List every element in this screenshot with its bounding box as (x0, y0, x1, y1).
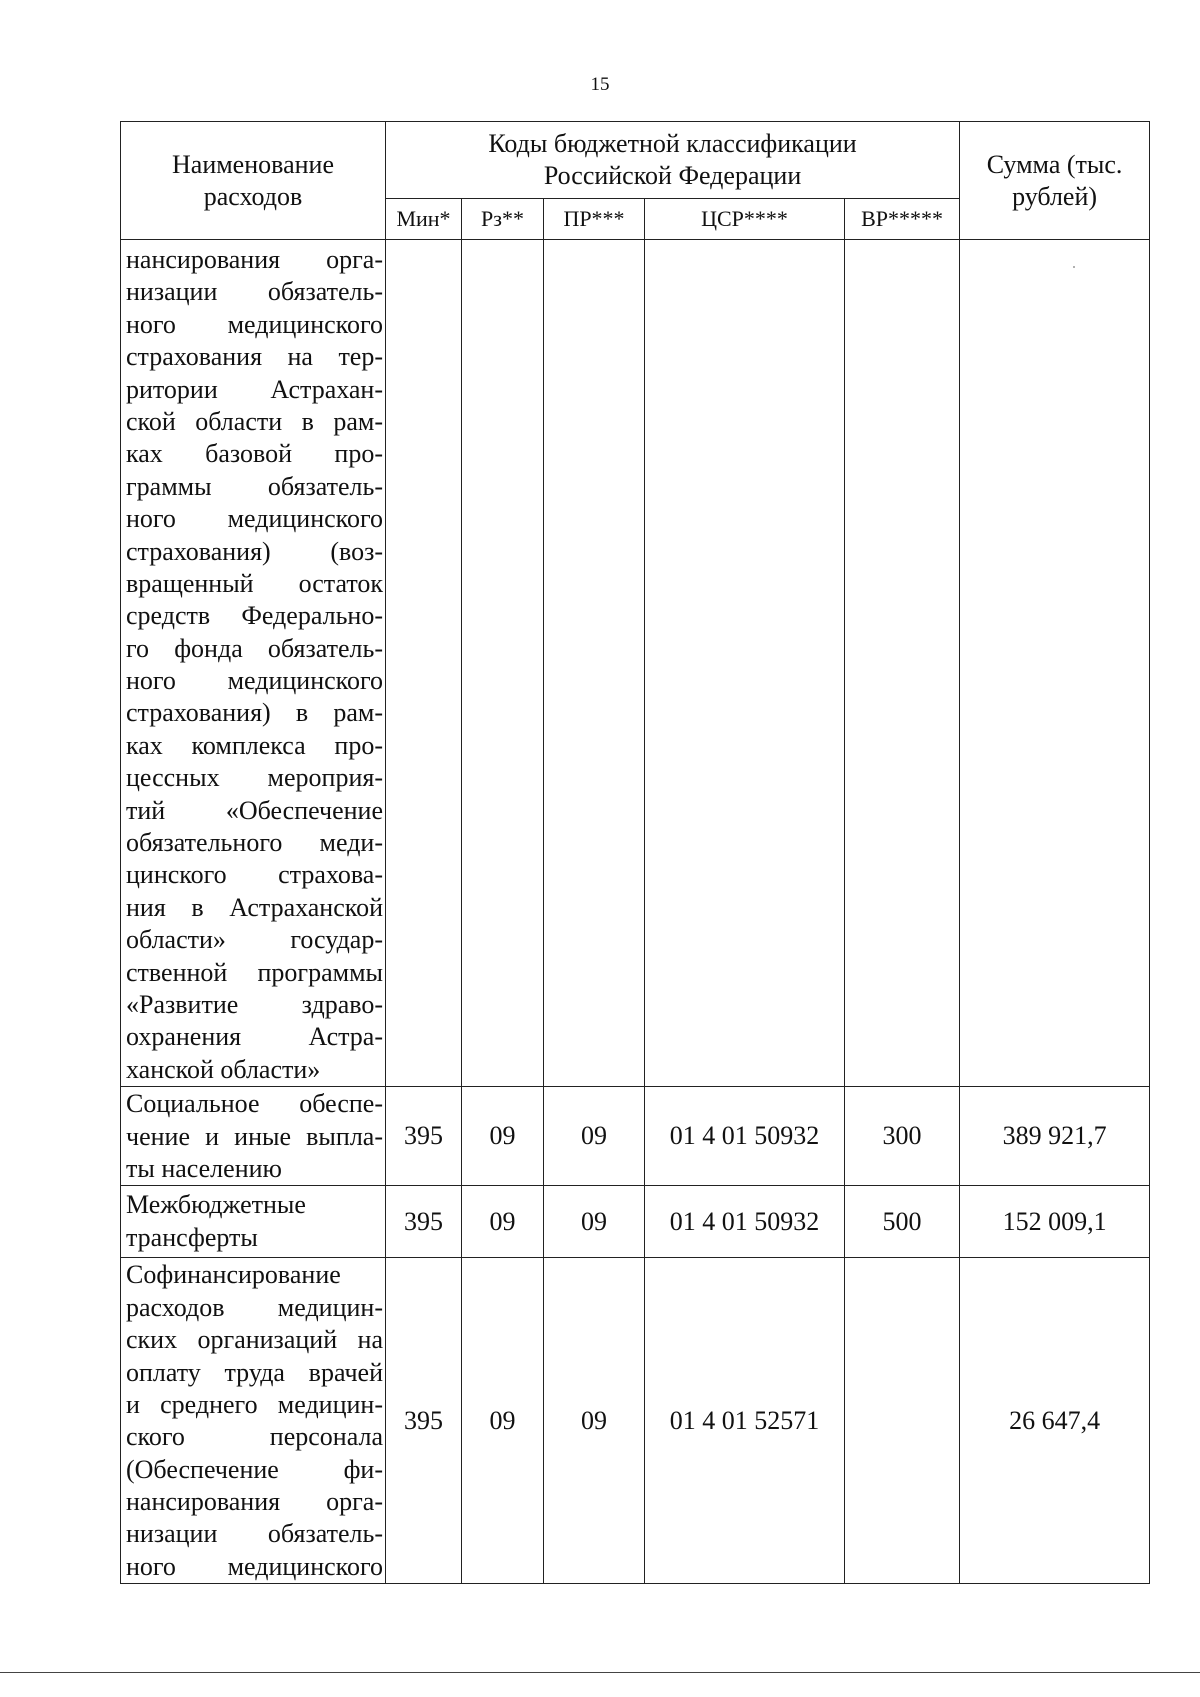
cell-vr: 300 (845, 1087, 960, 1186)
header-row (121, 122, 1150, 199)
table-row (121, 240, 1150, 1087)
cell-rz: 09 (462, 1258, 544, 1584)
cell-min: 395 (386, 1258, 462, 1584)
row-name-line: Межбюджетные (126, 1190, 306, 1220)
header-code-pr: ПР*** (544, 199, 645, 240)
row-name-line: трансферты (126, 1222, 258, 1252)
row-name-line: ного медицинского (126, 504, 383, 534)
row-name-line: цессных мероприя- (126, 763, 383, 793)
cell-vr (845, 240, 960, 1087)
table-row (121, 1087, 1150, 1186)
row-name-line: страхования) в рам- (126, 698, 383, 728)
cell-rz (462, 240, 544, 1087)
row-name (121, 1258, 386, 1584)
table-row (121, 1258, 1150, 1584)
cell-pr (544, 240, 645, 1087)
row-name-line: нансирования орга- (126, 245, 383, 274)
row-name-line: страхования на тер- (126, 342, 383, 372)
row-name-line: ритории Астрахан- (126, 374, 383, 404)
row-name-line: ской области в рам- (126, 406, 383, 436)
row-name-line: «Развитие здраво- (126, 989, 383, 1019)
row-name-line: ского персонала (126, 1422, 383, 1452)
budget-table (120, 121, 1150, 1584)
row-name-line: низации обязатель- (126, 277, 383, 307)
cell-csr (645, 240, 845, 1087)
row-name-line: ханской области» (126, 1054, 321, 1084)
row-name-line: ских организаций на (126, 1325, 383, 1355)
cell-sum: 152 009,1 (960, 1186, 1150, 1258)
row-name-line: ного медицинского (126, 1551, 383, 1581)
header-code-vr: ВР***** (845, 199, 960, 240)
row-name-line: обязательного меди- (126, 828, 383, 858)
row-name-line: ния в Астраханской (126, 892, 383, 922)
cell-pr: 09 (544, 1087, 645, 1186)
row-name-line: охранения Астра- (126, 1022, 383, 1052)
row-name-line: страхования) (воз- (126, 536, 383, 566)
header-code-rz: Рз** (462, 199, 544, 240)
cell-csr: 01 4 01 50932 (645, 1087, 845, 1186)
cell-vr: 500 (845, 1186, 960, 1258)
row-name-line: ках комплекса про- (126, 730, 383, 760)
row-name-line: граммы обязатель- (126, 471, 383, 501)
row-name-line: ного медицинского (126, 666, 383, 696)
row-name-line: вращенный остаток (126, 568, 383, 598)
row-name (121, 240, 386, 1087)
cell-sum: 389 921,7 (960, 1087, 1150, 1186)
row-name-line: Социальное обеспе- (126, 1089, 383, 1119)
row-name-line: (Обеспечение фи- (126, 1454, 383, 1484)
cell-rz: 09 (462, 1186, 544, 1258)
row-name-line: средств Федерально- (126, 601, 383, 631)
row-name-line: ках базовой про- (126, 439, 383, 469)
scan-speck (1073, 266, 1075, 268)
cell-min: 395 (386, 1087, 462, 1186)
cell-vr (845, 1258, 960, 1584)
header-codes-group: Коды бюджетной классификации Российской Федерации (386, 122, 960, 199)
row-name-line: нансирования орга- (126, 1487, 383, 1517)
row-name-line: и среднего медицин- (126, 1389, 383, 1419)
header-name-col: Наименование расходов (121, 122, 386, 240)
page-bottom-rule (0, 1672, 1200, 1673)
cell-pr: 09 (544, 1186, 645, 1258)
cell-min: 395 (386, 1186, 462, 1258)
row-name-line: ты населению (126, 1153, 282, 1183)
header-amount-col: Сумма (тыс. рублей) (960, 122, 1150, 240)
cell-sum: 26 647,4 (960, 1258, 1150, 1584)
row-name-line: го фонда обязатель- (126, 633, 383, 663)
header-code-csr: ЦСР**** (645, 199, 845, 240)
row-name-line: низации обязатель- (126, 1519, 383, 1549)
row-name (121, 1186, 386, 1258)
page-number: 15 (590, 74, 610, 95)
row-name-line: цинского страхова- (126, 860, 383, 890)
cell-csr: 01 4 01 52571 (645, 1258, 845, 1584)
row-name (121, 1087, 386, 1186)
cell-rz: 09 (462, 1087, 544, 1186)
row-name-line: ного медицинского (126, 309, 383, 339)
cell-sum (960, 240, 1150, 1087)
cell-pr: 09 (544, 1258, 645, 1584)
row-name-line: чение и иные выпла- (126, 1121, 383, 1151)
cell-min (386, 240, 462, 1087)
table-row (121, 1186, 1150, 1258)
row-name-line: Софинансирование (126, 1260, 341, 1290)
cell-csr: 01 4 01 50932 (645, 1186, 845, 1258)
row-name-line: расходов медицин- (126, 1292, 383, 1322)
row-name-line: тий «Обеспечение (126, 795, 383, 825)
row-name-line: оплату труда врачей (126, 1357, 383, 1387)
row-name-line: области» государ- (126, 925, 383, 955)
row-name-line: ственной программы (126, 957, 383, 987)
header-code-min: Мин* (386, 199, 462, 240)
